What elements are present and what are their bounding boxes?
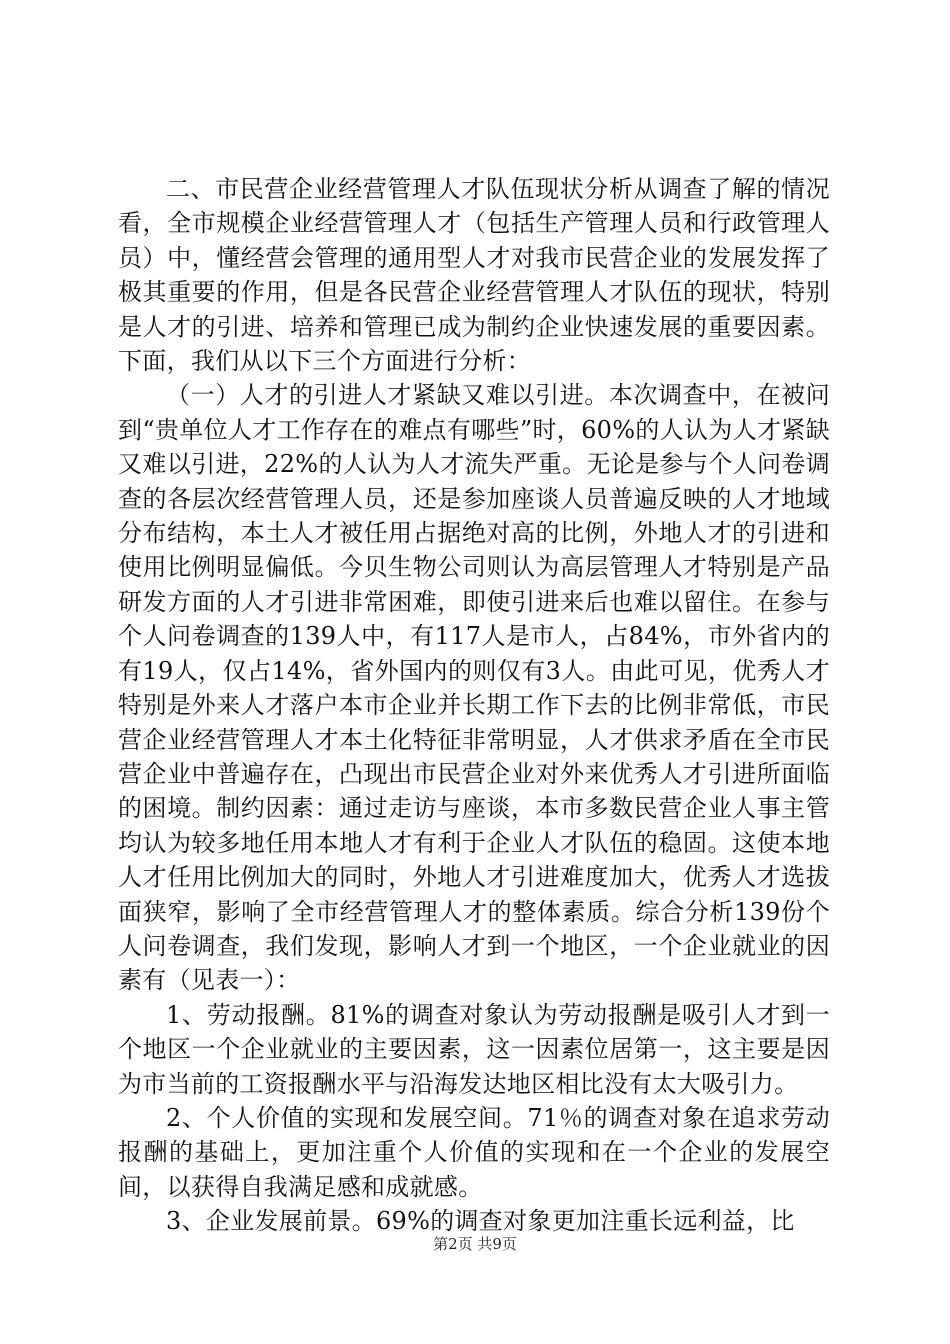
paragraph-labor-pay: 1、劳动报酬。81%的调查对象认为劳动报酬是吸引人才到一个地区一个企业就业的主要因素，这一因素位居第一，这主要是因为市当前的工资报酬水平与沿海发达地区相比没有太大吸引力。	[118, 1000, 830, 1098]
paragraph-personal-value: 2、个人价值的实现和发展空间。71％的调查对象在追求劳动报酬的基础上，更加注重个人价值的实现和在一个企业的发展空间，以获得自我满足感和成就感。	[118, 1103, 830, 1201]
paragraph-overview: 二、市民营企业经营管理人才队伍现状分析从调查了解的情况看，全市规模企业经营管理人才（包括生产管理人员和行政管理人员）中，懂经营会管理的通用型人才对我市民营企业的发展发挥了极其重要的作用，但是各民营企业经营管理人才队伍的现状，特别是人才的引进、培养和管理已成为制约企业快速发展的重要因素。下面，我们从以下三个方面进行分析：	[118, 175, 830, 376]
paragraph-enterprise-prospects: 3、企业发展前景。69%的调查对象更加注重长远利益，比	[166, 1207, 795, 1236]
document-body	[118, 172, 830, 1239]
page-number-footer: 第2页 共9页	[433, 1235, 517, 1253]
paragraph-talent-introduction: （一）人才的引进人才紧缺又难以引进。本次调查中，在被问到“贵单位人才工作存在的难点有哪些”时，60%的人认为人才紧缺又难以引进，22%的人认为人才流失严重。无论是参与个人问卷调查的各层次经营管理人员，还是参加座谈人员普遍反映的人才地域分布结构，本土人才被任用占据绝对高的比例，外地人才的引进和使用比例明显偏低。今贝生物公司则认为高层管理人才特别是产品研发方面的人才引进非常困难，即使引进来后也难以留住。在参与个人问卷调查的139人中，有117人是市人，占84%，市外省内的有19人，仅占14%，省外国内的则仅有3人。由此可见，优秀人才特别是外来人才落户本市企业并长期工作下去的比例非常低，市民营企业经营管理人才本土化特征非常明显，人才供求矛盾在全市民营企业中普遍存在，凸现出市民营企业对外来优秀人才引进所面临的困境。制约因素：通过走访与座谈，本市多数民营企业人事主管均认为较多地任用本地人才有利于企业人才队伍的稳固。这使本地人才任用比例加大的同时，外地人才引进难度加大，优秀人才选拔面狭窄，影响了全市经营管理人才的整体素质。综合分析139份个人问卷调查，我们发现，影响人才到一个地区，一个企业就业的因素有（见表一）：	[118, 381, 830, 995]
